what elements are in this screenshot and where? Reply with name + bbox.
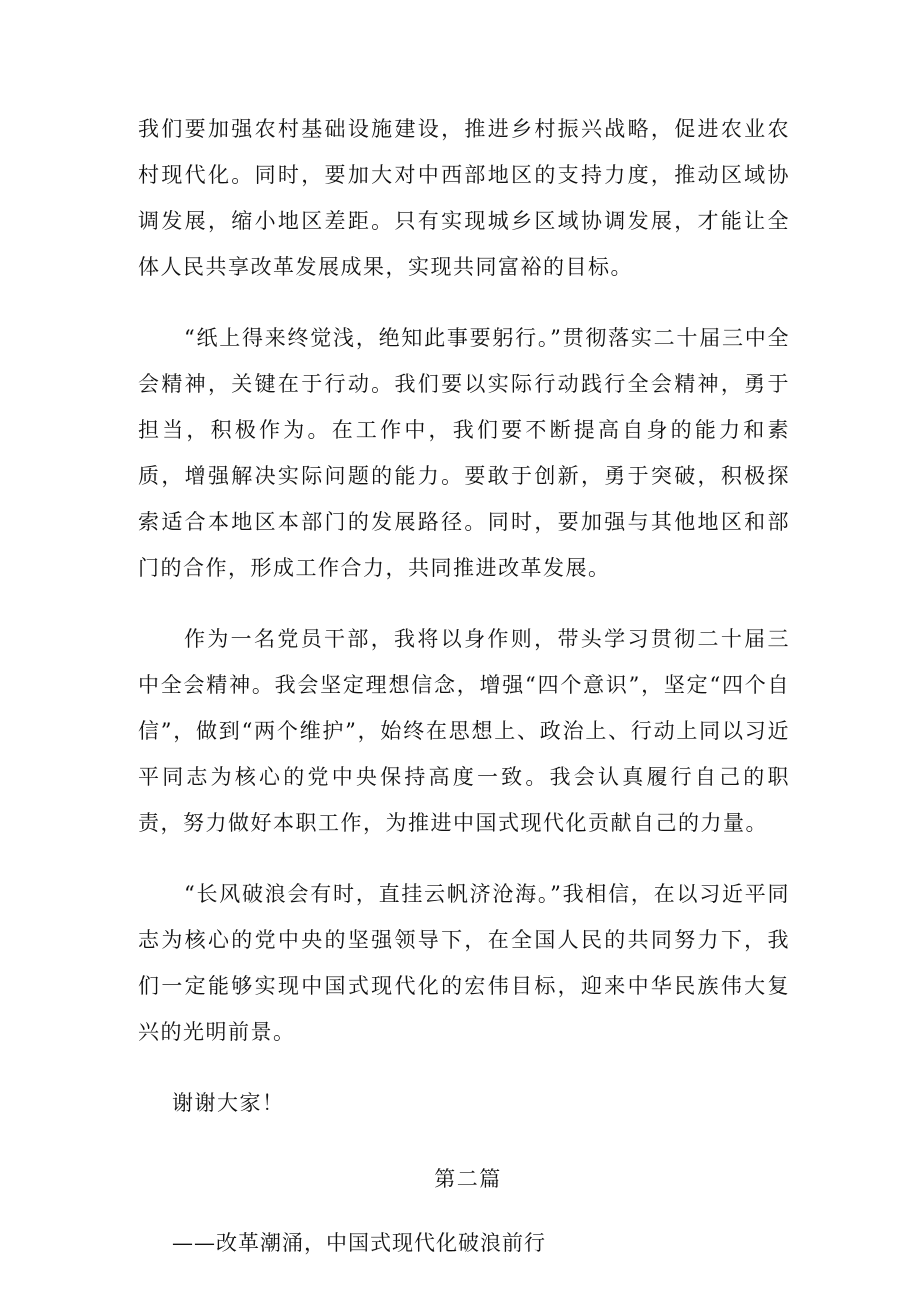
closing-thanks: 谢谢大家！ — [172, 1091, 285, 1115]
section-subtitle: ——改革潮涌，中国式现代化破浪前行 — [172, 1231, 546, 1255]
paragraph-action: “纸上得来终觉浅，绝知此事要躬行。”贯彻落实二十届三中全会精神，关键在于行动。我们要以实际行动践行全会精神，勇于担当，积极作为。在工作中，我们要不断提高自身的能力和素质，增强解决实际问题的能力。要敢于创新，勇于突破，积极探索适合本地区本部门的发展路径。同时，要加强与其他地区和部门的合作，形成工作合力，共同推进改革发展。 — [138, 326, 790, 580]
paragraph-party-member: 作为一名党员干部，我将以身作则，带头学习贯彻二十届三中全会精神。我会坚定理想信念，增强“四个意识”，坚定“四个自信”，做到“两个维护”，始终在思想上、政治上、行动上同以习近平同志为核心的党中央保持高度一致。我会认真履行自己的职责，努力做好本职工作，为推进中国式现代化贡献自己的力量。 — [138, 627, 790, 835]
section-heading: 第二篇 — [434, 1167, 502, 1191]
paragraph-conclusion: “长风破浪会有时，直挂云帆济沧海。”我相信，在以习近平同志为核心的党中央的坚强领导下，在全国人民的共同努力下，我们一定能够实现中国式现代化的宏伟目标，迎来中华民族伟大复兴的光明前景。 — [138, 882, 790, 1044]
document-body — [138, 106, 790, 1266]
paragraph-rural-development: 我们要加强农村基础设施建设，推进乡村振兴战略，促进农业农村现代化。同时，要加大对中西部地区的支持力度，推动区域协调发展，缩小地区差距。只有实现城乡区域协调发展，才能让全体人民共享改革发展成果，实现共同富裕的目标。 — [138, 117, 790, 279]
